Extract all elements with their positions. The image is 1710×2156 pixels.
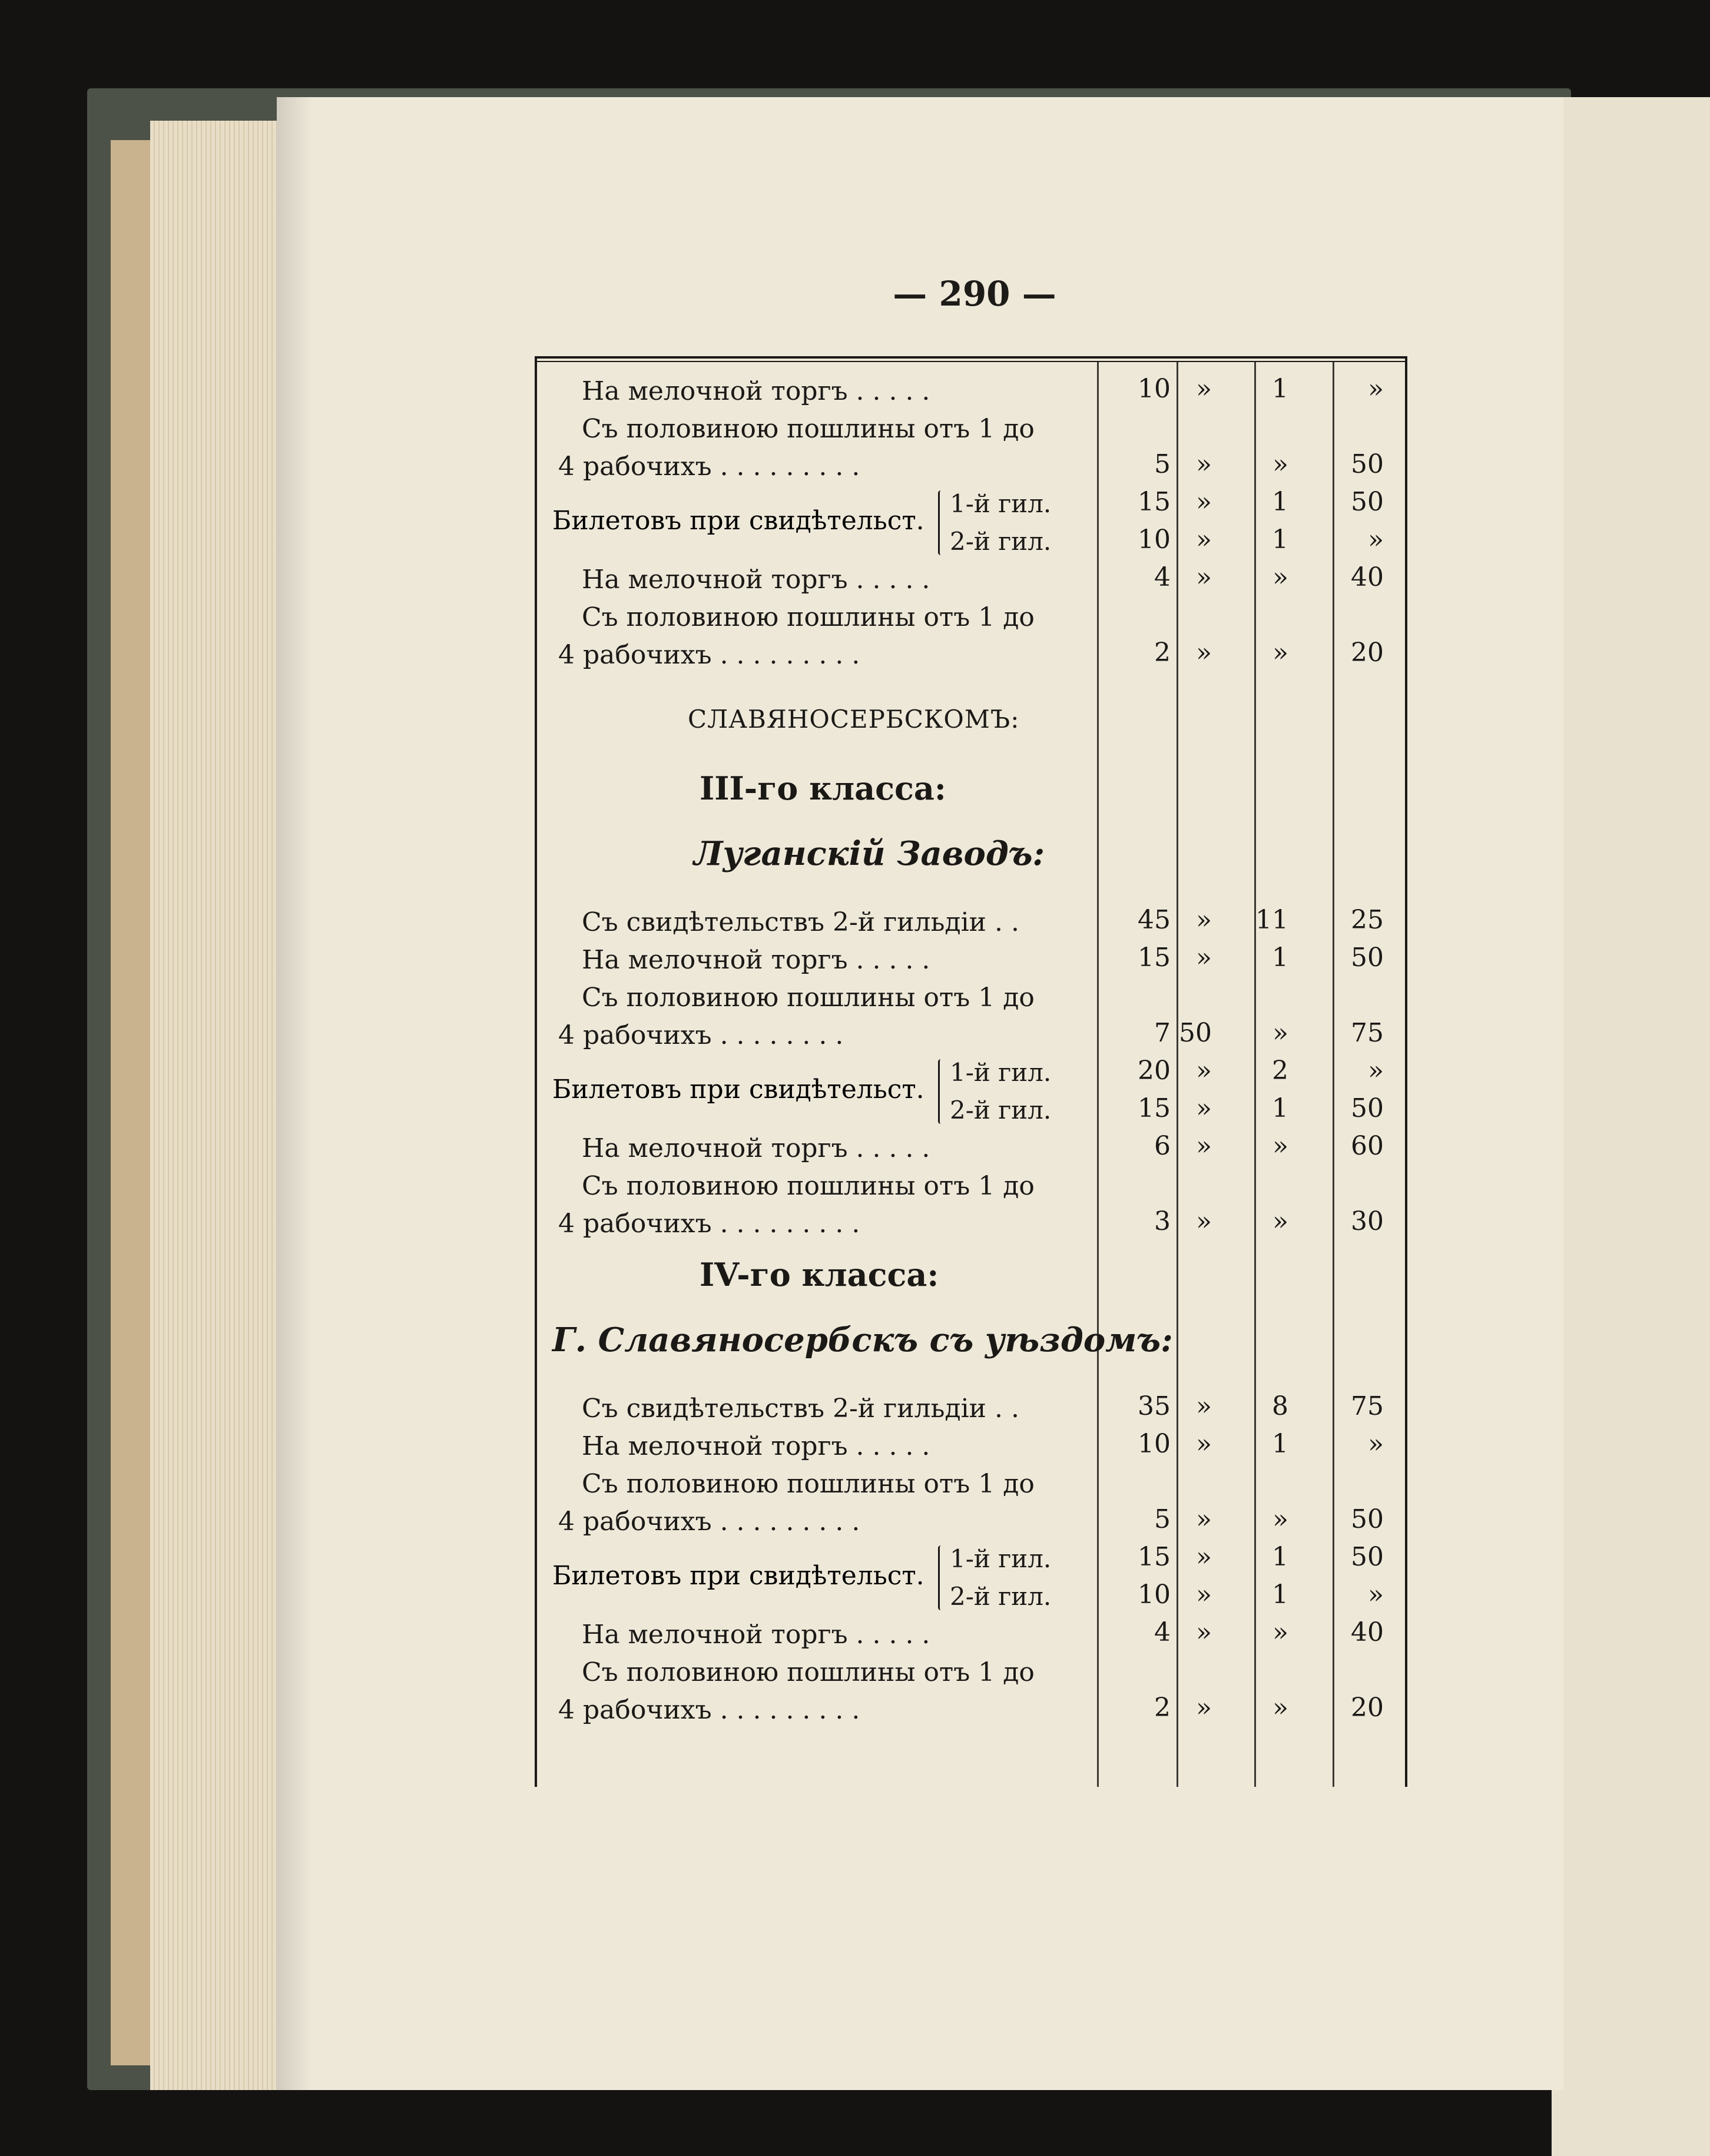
row-label: Съ свидѣтельствъ 2-й гильдіи . . bbox=[582, 907, 1019, 937]
kopecks-value: » bbox=[1196, 562, 1212, 592]
table-row bbox=[535, 1617, 1407, 1655]
row-label: На мелочной торгъ . . . . . bbox=[582, 1620, 930, 1650]
row-label: Съ половиною пошлины отъ 1 до bbox=[582, 1171, 1035, 1201]
table-row bbox=[535, 638, 1407, 675]
kopecks-value: » bbox=[1196, 374, 1212, 404]
kopecks-value: » bbox=[1196, 1131, 1212, 1161]
page-stack bbox=[150, 121, 286, 2090]
table-row bbox=[535, 1391, 1407, 1429]
kopecks-value: » bbox=[1196, 487, 1212, 517]
place-heading: Луганскій Заводъ: bbox=[694, 834, 1045, 873]
rubles-half-value: » bbox=[1272, 1206, 1288, 1236]
row-label: На мелочной торгъ . . . . . bbox=[582, 1431, 930, 1461]
kopecks-value: » bbox=[1196, 943, 1212, 973]
table-row bbox=[535, 1206, 1407, 1244]
kopecks-value: » bbox=[1196, 1056, 1212, 1086]
row-label: 4 рабочихъ . . . . . . . . . bbox=[558, 452, 860, 482]
rubles-value: 5 bbox=[1154, 1504, 1171, 1534]
kopecks-value: » bbox=[1196, 1504, 1212, 1534]
rubles-value: 45 bbox=[1138, 905, 1171, 935]
rubles-value: 20 bbox=[1138, 1056, 1171, 1086]
rubles-half-value: 1 bbox=[1272, 1542, 1288, 1572]
guild-label: 1-й гил. bbox=[950, 1058, 1052, 1087]
row-label: Съ половиною пошлины отъ 1 до bbox=[582, 414, 1035, 444]
rubles-half-value: 1 bbox=[1272, 525, 1288, 555]
rubles-value: 15 bbox=[1138, 1542, 1171, 1572]
rubles-half-value: 2 bbox=[1272, 1056, 1288, 1086]
table-row bbox=[535, 1580, 1407, 1617]
table-row bbox=[535, 1655, 1407, 1693]
row-label: Съ половиною пошлины отъ 1 до bbox=[582, 1657, 1035, 1687]
kopecks-half-value: 50 bbox=[1351, 1504, 1384, 1534]
kopecks-half-value: 50 bbox=[1351, 487, 1384, 517]
table-row bbox=[535, 905, 1407, 943]
rubles-value: 10 bbox=[1138, 1580, 1171, 1610]
kopecks-half-value: 50 bbox=[1351, 1093, 1384, 1123]
table-row bbox=[535, 374, 1407, 412]
kopecks-value: » bbox=[1196, 525, 1212, 555]
rubles-value: 10 bbox=[1138, 525, 1171, 555]
kopecks-value: » bbox=[1196, 1617, 1212, 1647]
rubles-value: 2 bbox=[1154, 638, 1171, 668]
ticket-label: Билетовъ при свидѣтельст. bbox=[552, 506, 924, 536]
row-label: Съ половиною пошлины отъ 1 до bbox=[582, 602, 1035, 632]
ticket-group bbox=[535, 487, 1407, 562]
rubles-half-value: » bbox=[1272, 562, 1288, 592]
kopecks-value: » bbox=[1196, 1206, 1212, 1236]
rubles-half-value: 1 bbox=[1272, 943, 1288, 973]
table-row bbox=[535, 1693, 1407, 1730]
book-edge bbox=[111, 140, 153, 2065]
rubles-half-value: » bbox=[1272, 1693, 1288, 1723]
gutter-shadow bbox=[277, 97, 312, 2090]
table-row bbox=[535, 1131, 1407, 1169]
rubles-value: 5 bbox=[1154, 449, 1171, 479]
table-row bbox=[535, 1467, 1407, 1504]
rubles-half-value: » bbox=[1272, 1131, 1288, 1161]
top-rule bbox=[535, 356, 1407, 359]
rubles-half-value: » bbox=[1272, 638, 1288, 668]
rubles-half-value: 1 bbox=[1272, 487, 1288, 517]
rubles-half-value: 1 bbox=[1272, 1093, 1288, 1123]
table-row bbox=[535, 1056, 1407, 1093]
row-label: На мелочной торгъ . . . . . bbox=[582, 565, 930, 595]
rubles-half-value: 1 bbox=[1272, 1429, 1288, 1459]
kopecks-value: » bbox=[1196, 1693, 1212, 1723]
guild-label: 2-й гил. bbox=[950, 1096, 1052, 1125]
kopecks-half-value: » bbox=[1368, 1580, 1384, 1610]
rubles-value: 2 bbox=[1154, 1693, 1171, 1723]
rubles-half-value: 11 bbox=[1255, 905, 1288, 935]
table-row bbox=[535, 412, 1407, 449]
kopecks-half-value: » bbox=[1368, 1056, 1384, 1086]
district-heading: СЛАВЯНОСЕРБСКОМЪ: bbox=[688, 705, 1020, 734]
rubles-value: 15 bbox=[1138, 487, 1171, 517]
rubles-value: 10 bbox=[1138, 374, 1171, 404]
rubles-value: 15 bbox=[1138, 1093, 1171, 1123]
guild-label: 2-й гил. bbox=[950, 527, 1052, 556]
kopecks-half-value: 20 bbox=[1351, 1693, 1384, 1723]
kopecks-value: » bbox=[1196, 1542, 1212, 1572]
top-rule-thin bbox=[535, 361, 1407, 362]
rubles-half-value: 1 bbox=[1272, 1580, 1288, 1610]
kopecks-half-value: 75 bbox=[1351, 1018, 1384, 1048]
rubles-half-value: 1 bbox=[1272, 374, 1288, 404]
table-row bbox=[535, 449, 1407, 487]
rubles-half-value: » bbox=[1272, 1504, 1288, 1534]
row-label: 4 рабочихъ . . . . . . . . . bbox=[558, 640, 860, 670]
row-label: На мелочной торгъ . . . . . bbox=[582, 1133, 930, 1163]
rubles-value: 35 bbox=[1138, 1391, 1171, 1421]
kopecks-half-value: 50 bbox=[1351, 1542, 1384, 1572]
facing-page bbox=[1552, 97, 1710, 2156]
table-row bbox=[535, 943, 1407, 980]
kopecks-half-value: » bbox=[1368, 1429, 1384, 1459]
table-row bbox=[535, 600, 1407, 638]
kopecks-value: » bbox=[1196, 1093, 1212, 1123]
place-heading: Г. Славяносербскъ съ уѣздомъ: bbox=[552, 1321, 1173, 1359]
table-row bbox=[535, 1542, 1407, 1580]
row-label: 4 рабочихъ . . . . . . . . . bbox=[558, 1695, 860, 1725]
table-row bbox=[535, 1504, 1407, 1542]
kopecks-half-value: 30 bbox=[1351, 1206, 1384, 1236]
kopecks-half-value: 25 bbox=[1351, 905, 1384, 935]
kopecks-value: 50 bbox=[1179, 1018, 1212, 1048]
table-row bbox=[535, 1018, 1407, 1056]
rubles-value: 3 bbox=[1154, 1206, 1171, 1236]
rubles-value: 4 bbox=[1154, 1617, 1171, 1647]
guild-label: 1-й гил. bbox=[950, 1544, 1052, 1573]
rubles-value: 4 bbox=[1154, 562, 1171, 592]
kopecks-half-value: » bbox=[1368, 374, 1384, 404]
row-label: 4 рабочихъ . . . . . . . . . bbox=[558, 1209, 860, 1239]
row-label: 4 рабочихъ . . . . . . . . bbox=[558, 1020, 844, 1050]
kopecks-half-value: » bbox=[1368, 525, 1384, 555]
row-label: Съ половиною пошлины отъ 1 до bbox=[582, 983, 1035, 1013]
row-label: Съ половиною пошлины отъ 1 до bbox=[582, 1469, 1035, 1499]
table-row bbox=[535, 1429, 1407, 1467]
kopecks-value: » bbox=[1196, 638, 1212, 668]
kopecks-value: » bbox=[1196, 449, 1212, 479]
row-label: На мелочной торгъ . . . . . bbox=[582, 376, 930, 406]
row-label: На мелочной торгъ . . . . . bbox=[582, 945, 930, 975]
class-heading: III-го класса: bbox=[700, 769, 946, 807]
table-row bbox=[535, 525, 1407, 562]
ticket-group bbox=[535, 1056, 1407, 1131]
table-row bbox=[535, 487, 1407, 525]
guild-label: 2-й гил. bbox=[950, 1582, 1052, 1611]
kopecks-half-value: 50 bbox=[1351, 943, 1384, 973]
rubles-value: 10 bbox=[1138, 1429, 1171, 1459]
kopecks-half-value: 75 bbox=[1351, 1391, 1384, 1421]
rubles-half-value: » bbox=[1272, 1617, 1288, 1647]
kopecks-half-value: 40 bbox=[1351, 1617, 1384, 1647]
row-label: 4 рабочихъ . . . . . . . . . bbox=[558, 1507, 860, 1537]
kopecks-value: » bbox=[1196, 905, 1212, 935]
kopecks-half-value: 50 bbox=[1351, 449, 1384, 479]
table-row bbox=[535, 562, 1407, 600]
rubles-half-value: 8 bbox=[1272, 1391, 1288, 1421]
rubles-half-value: » bbox=[1272, 449, 1288, 479]
kopecks-half-value: 40 bbox=[1351, 562, 1384, 592]
rubles-half-value: » bbox=[1272, 1018, 1288, 1048]
rubles-value: 7 bbox=[1154, 1018, 1171, 1048]
rubles-value: 6 bbox=[1154, 1131, 1171, 1161]
kopecks-value: » bbox=[1196, 1391, 1212, 1421]
class-heading: IV-го класса: bbox=[700, 1256, 939, 1293]
page-number: — 290 — bbox=[893, 274, 1056, 314]
kopecks-half-value: 20 bbox=[1351, 638, 1384, 668]
table-row bbox=[535, 1093, 1407, 1131]
ticket-label: Билетовъ при свидѣтельст. bbox=[552, 1561, 924, 1591]
guild-label: 1-й гил. bbox=[950, 489, 1052, 518]
ticket-group bbox=[535, 1542, 1407, 1617]
table-row bbox=[535, 980, 1407, 1018]
ticket-label: Билетовъ при свидѣтельст. bbox=[552, 1074, 924, 1104]
kopecks-value: » bbox=[1196, 1429, 1212, 1459]
rubles-value: 15 bbox=[1138, 943, 1171, 973]
kopecks-value: » bbox=[1196, 1580, 1212, 1610]
table-row bbox=[535, 1169, 1407, 1206]
kopecks-half-value: 60 bbox=[1351, 1131, 1384, 1161]
tariff-table bbox=[535, 356, 1407, 1787]
row-label: Съ свидѣтельствъ 2-й гильдіи . . bbox=[582, 1394, 1019, 1424]
